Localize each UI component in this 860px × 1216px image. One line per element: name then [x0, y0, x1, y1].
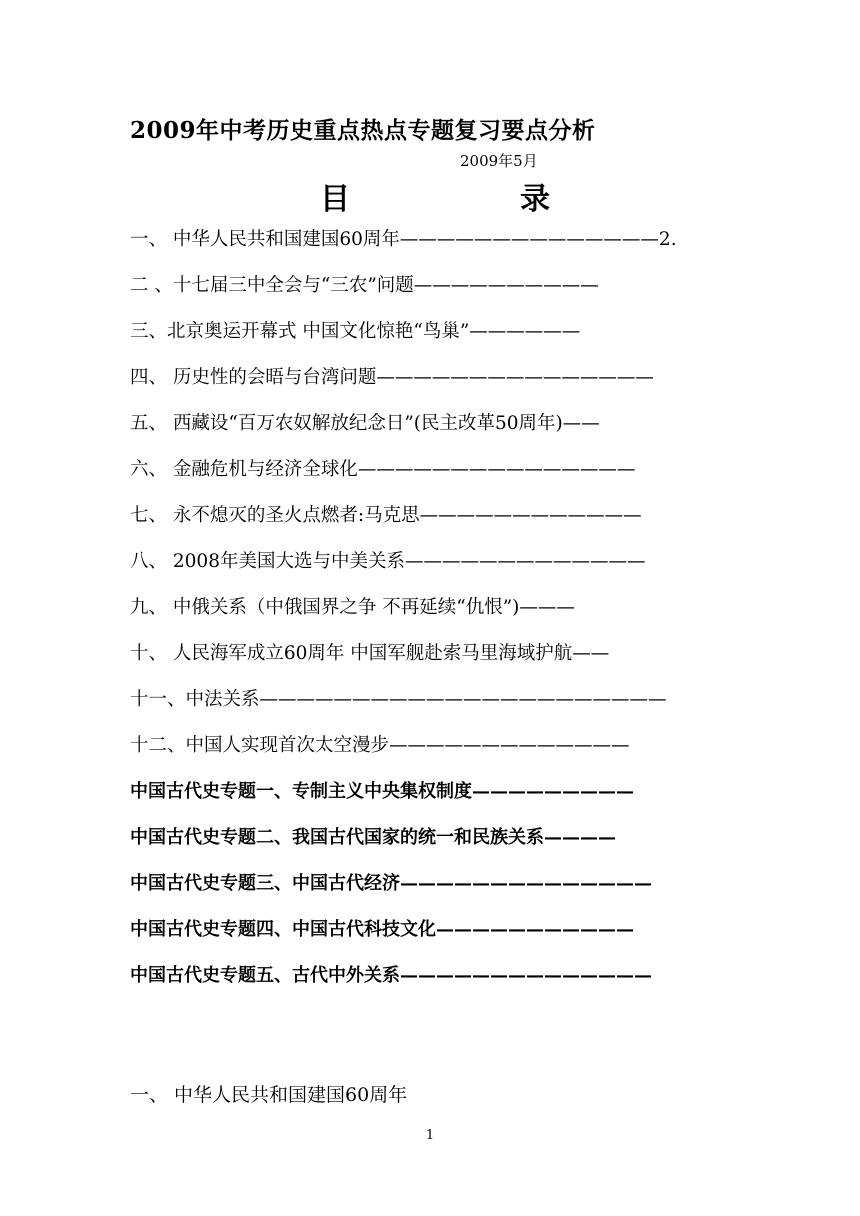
toc-heading [320, 174, 550, 218]
toc-entry: 中国古代史专题二、我国古代国家的统一和民族关系———— [130, 827, 616, 848]
table-of-contents [130, 224, 730, 1006]
toc-heading-right: 录 [520, 182, 550, 217]
toc-entry: 六、 金融危机与经济全球化——————————————— [130, 459, 636, 480]
document-title: 2009年中考历史重点热点专题复习要点分析 [130, 117, 596, 144]
toc-entry: 中国古代史专题一、专制主义中央集权制度————————— [130, 781, 634, 802]
toc-entry: 二 、十七届三中全会与“三农”问题—————————— [130, 275, 599, 296]
document-date: 2009年5月 [460, 152, 538, 170]
toc-entry: 九、 中俄关系（中俄国界之争 不再延续“仇恨”)——— [130, 597, 575, 618]
toc-entry: 四、 历史性的会晤与台湾问题——————————————— [130, 367, 654, 388]
toc-entry: 五、 西藏设“百万农奴解放纪念日”(民主改革50周年)—— [130, 413, 600, 434]
page-number: 1 [425, 1128, 435, 1143]
toc-entry: 十、 人民海军成立60周年 中国军舰赴索马里海域护航—— [130, 643, 610, 664]
toc-entry: 中国古代史专题四、中国古代科技文化——————————— [130, 919, 634, 940]
toc-entry: 中国古代史专题三、中国古代经济—————————————— [130, 873, 652, 894]
toc-entry: 八、 2008年美国大选与中美关系————————————— [130, 551, 646, 572]
toc-entry: 一、 中华人民共和国建国60周年——————————————2. [130, 229, 677, 250]
toc-entry: 七、 永不熄灭的圣火点燃者:马克思———————————— [130, 505, 642, 526]
section-heading: 一、 中华人民共和国建国60周年 [130, 1084, 408, 1106]
toc-entry: 十二、中国人实现首次太空漫步————————————— [130, 735, 630, 756]
toc-entry: 三、北京奥运开幕式 中国文化惊艳“鸟巢”—————— [130, 321, 581, 342]
toc-entry: 十一、中法关系—————————————————————— [130, 689, 667, 710]
toc-heading-left: 目 [320, 182, 350, 217]
toc-entry: 中国古代史专题五、古代中外关系—————————————— [130, 965, 652, 986]
